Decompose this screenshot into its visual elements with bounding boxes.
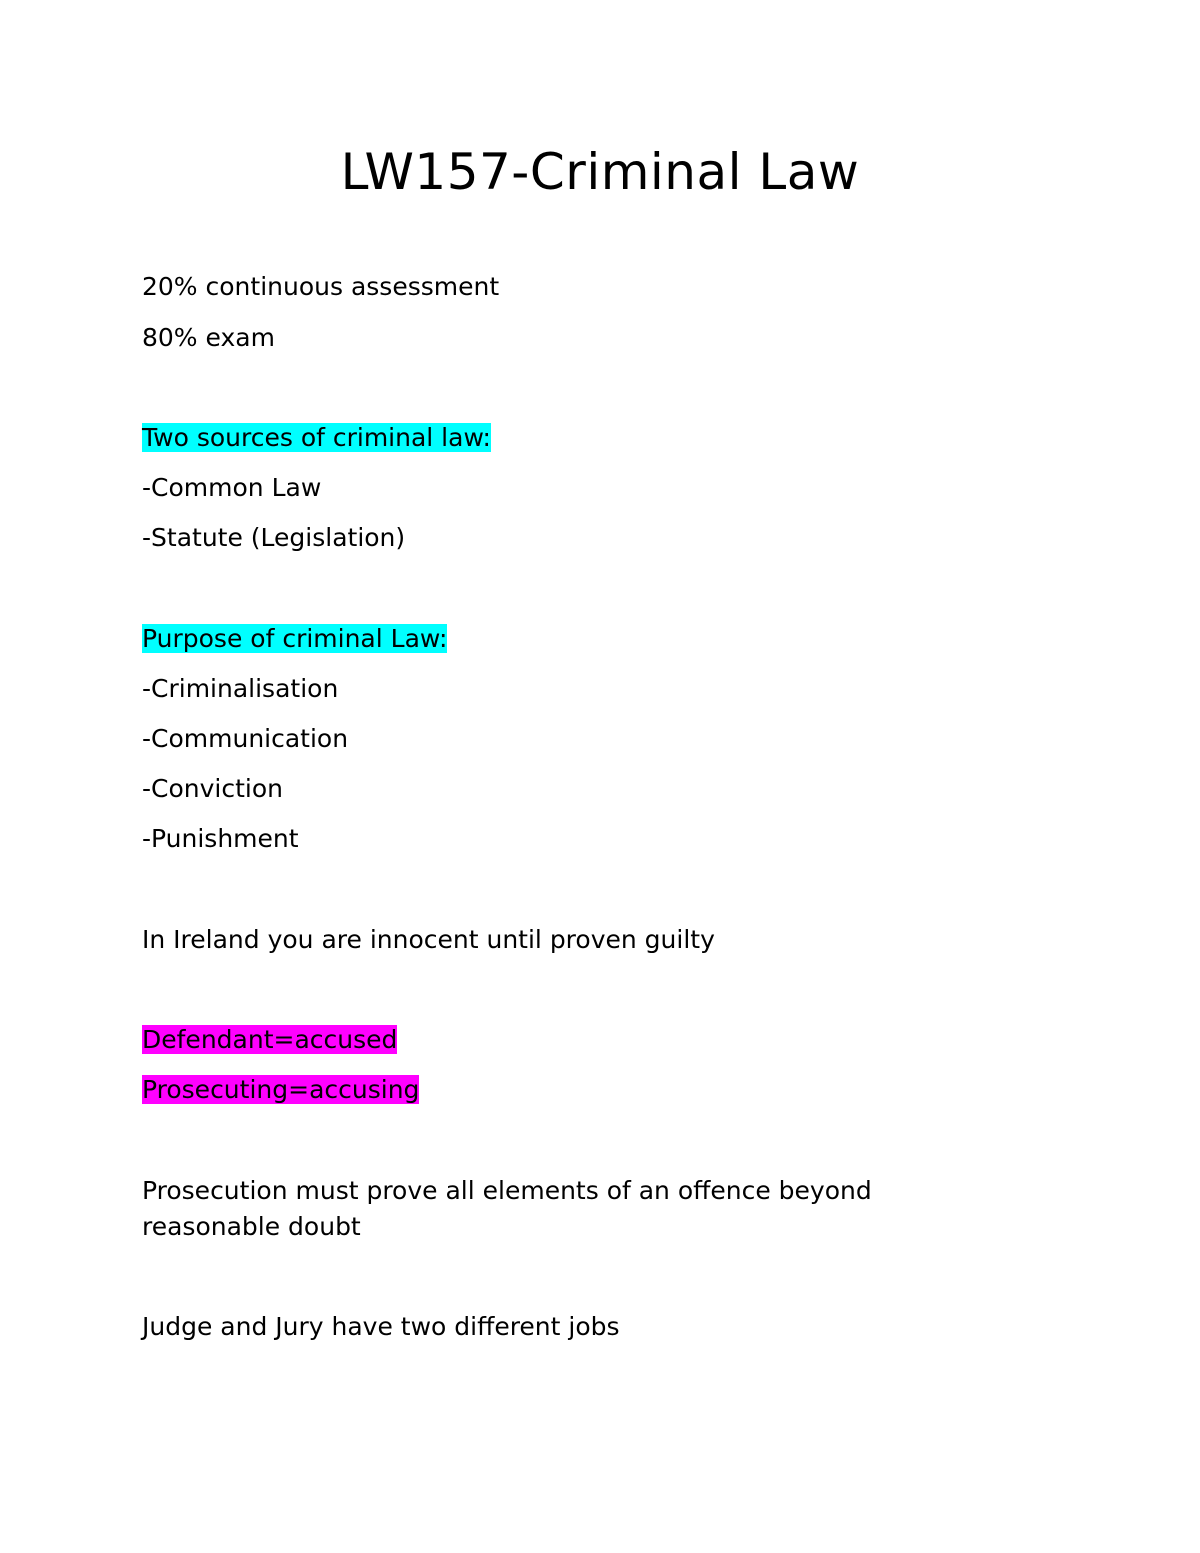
purpose-heading-line xyxy=(142,621,447,657)
prosecuting-definition: Prosecuting=accusing xyxy=(142,1075,420,1104)
defendant-definition: Defendant=accused xyxy=(142,1025,398,1054)
purpose-item-conviction: -Conviction xyxy=(142,774,283,803)
assessment-continuous: 20% continuous assessment xyxy=(142,272,500,301)
defendant-line xyxy=(142,1022,397,1058)
sources-item-statute: -Statute (Legislation) xyxy=(142,523,406,552)
purpose-item-criminalisation: -Criminalisation xyxy=(142,674,339,703)
judge-jury-roles: Judge and Jury have two different jobs xyxy=(142,1312,620,1341)
innocence-statement: In Ireland you are innocent until proven guilty xyxy=(142,925,715,954)
burden-of-proof: Prosecution must prove all elements of an offence beyond reasonable doubt xyxy=(142,1176,872,1241)
sources-heading-line xyxy=(142,420,491,456)
document-title: LW157-Criminal Law xyxy=(340,143,860,201)
prosecuting-line xyxy=(142,1072,419,1108)
sources-heading: Two sources of criminal law: xyxy=(142,423,491,452)
sources-item-common-law: -Common Law xyxy=(142,473,322,502)
assessment-exam: 80% exam xyxy=(142,323,275,352)
purpose-heading: Purpose of criminal Law: xyxy=(142,624,448,653)
purpose-item-communication: -Communication xyxy=(142,724,349,753)
purpose-item-punishment: -Punishment xyxy=(142,824,299,853)
